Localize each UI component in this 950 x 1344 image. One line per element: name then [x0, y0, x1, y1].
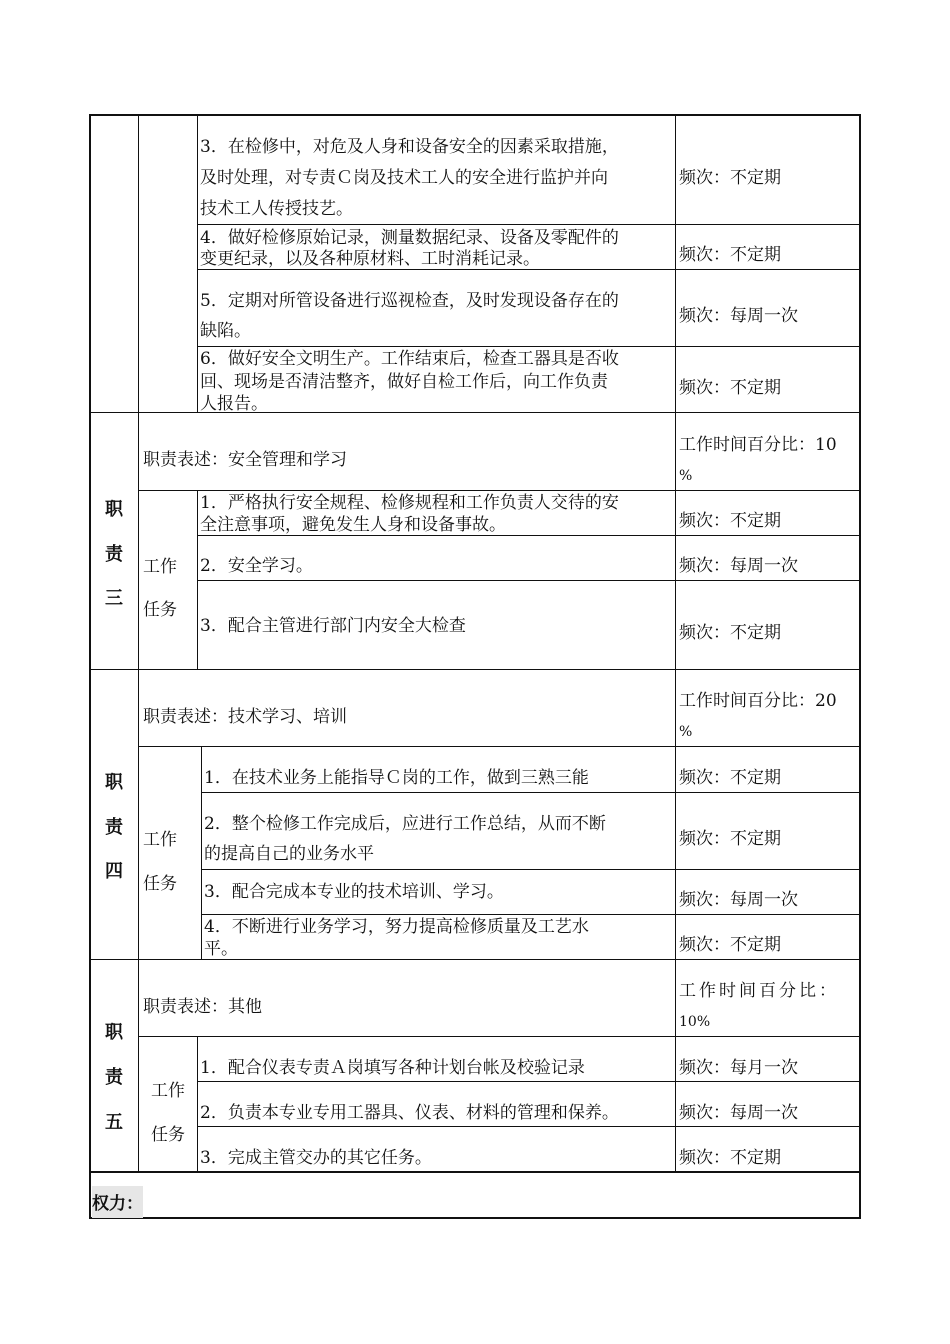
task-frequency: 频次：不定期	[679, 1148, 781, 1168]
task-line: 3．配合主管进行部门内安全大检查	[200, 616, 466, 636]
time-percentage-unit: 10%	[679, 1014, 711, 1030]
task-frequency: 频次：不定期	[679, 168, 781, 188]
task-line: 平。	[204, 939, 238, 959]
time-percentage: 工作时间百分比：	[679, 981, 839, 1001]
work-task-label: 任务	[143, 874, 177, 894]
work-task-label: 任务	[151, 1125, 185, 1145]
task-line: 1．配合仪表专责Ａ岗填写各种计划台帐及校验记录	[200, 1058, 585, 1078]
duty-label-char: 三	[105, 588, 123, 609]
work-task-label: 工作	[143, 557, 177, 577]
task-frequency: 频次：不定期	[679, 935, 781, 955]
task-line: 6．做好安全文明生产。工作结束后，检查工器具是否收	[200, 349, 619, 369]
duty-label-char: 五	[105, 1112, 123, 1133]
duty-description: 职责表述：其他	[143, 997, 262, 1017]
task-line: 的提高自己的业务水平	[204, 844, 374, 864]
task-line: 4．做好检修原始记录，测量数据纪录、设备及零配件的	[200, 228, 619, 248]
task-line: 及时处理，对专责Ｃ岗及技术工人的安全进行监护并向	[200, 168, 608, 188]
duty-label-char: 责	[105, 817, 123, 838]
duty-label-char: 责	[105, 1067, 123, 1088]
task-frequency: 频次：不定期	[679, 768, 781, 788]
task-line: 3．配合完成本专业的技术培训、学习。	[204, 882, 504, 902]
duty-label-char: 责	[105, 544, 123, 565]
duty-label-char: 职	[105, 499, 123, 520]
work-task-label: 工作	[143, 830, 177, 850]
task-frequency: 频次：每周一次	[679, 556, 798, 576]
task-frequency: 频次：不定期	[679, 378, 781, 398]
work-task-label: 任务	[143, 600, 177, 620]
task-line: 人报告。	[200, 394, 268, 414]
task-line: 1．严格执行安全规程、检修规程和工作负责人交待的安	[200, 493, 619, 513]
task-frequency: 频次：不定期	[679, 623, 781, 643]
duty-description: 职责表述：技术学习、培训	[143, 707, 347, 727]
task-frequency: 频次：每周一次	[679, 890, 798, 910]
task-frequency: 频次：每月一次	[679, 1058, 798, 1078]
task-line: 变更纪录，以及各种原材料、工时消耗记录。	[200, 249, 540, 269]
task-frequency: 频次：不定期	[679, 511, 781, 531]
task-line: 2．整个检修工作完成后，应进行工作总结，从而不断	[204, 814, 606, 834]
task-line: 缺陷。	[200, 321, 251, 341]
time-percentage-unit: %	[679, 468, 693, 484]
task-frequency: 频次：不定期	[679, 829, 781, 849]
duty-label-char: 四	[105, 861, 123, 882]
task-frequency: 频次：每周一次	[679, 1103, 798, 1123]
task-line: 5．定期对所管设备进行巡视检查，及时发现设备存在的	[200, 291, 619, 311]
duty-label-char: 职	[105, 772, 123, 793]
duty-label-char: 职	[105, 1022, 123, 1043]
task-line: 2．安全学习。	[200, 556, 313, 576]
task-line: 2．负责本专业专用工器具、仪表、材料的管理和保养。	[200, 1103, 619, 1123]
task-frequency: 频次：每周一次	[679, 306, 798, 326]
task-frequency: 频次：不定期	[679, 245, 781, 265]
time-percentage-unit: %	[679, 724, 693, 740]
duty-description: 职责表述：安全管理和学习	[143, 450, 347, 470]
power-label: 权力：	[92, 1186, 143, 1218]
task-line: 4．不断进行业务学习，努力提高检修质量及工艺水	[204, 917, 589, 937]
task-line: 回、现场是否清洁整齐，做好自检工作后，向工作负责	[200, 372, 608, 392]
time-percentage: 工作时间百分比：10	[679, 435, 837, 455]
time-percentage: 工作时间百分比：20	[679, 691, 837, 711]
task-line: 技术工人传授技艺。	[200, 199, 353, 219]
task-line: 3．完成主管交办的其它任务。	[200, 1148, 432, 1168]
task-line: 1．在技术业务上能指导Ｃ岗的工作，做到三熟三能	[204, 768, 589, 788]
work-task-label: 工作	[151, 1081, 185, 1101]
task-line: 全注意事项，避免发生人身和设备事故。	[200, 515, 506, 535]
task-line: 3．在检修中，对危及人身和设备安全的因素采取措施，	[200, 137, 619, 157]
